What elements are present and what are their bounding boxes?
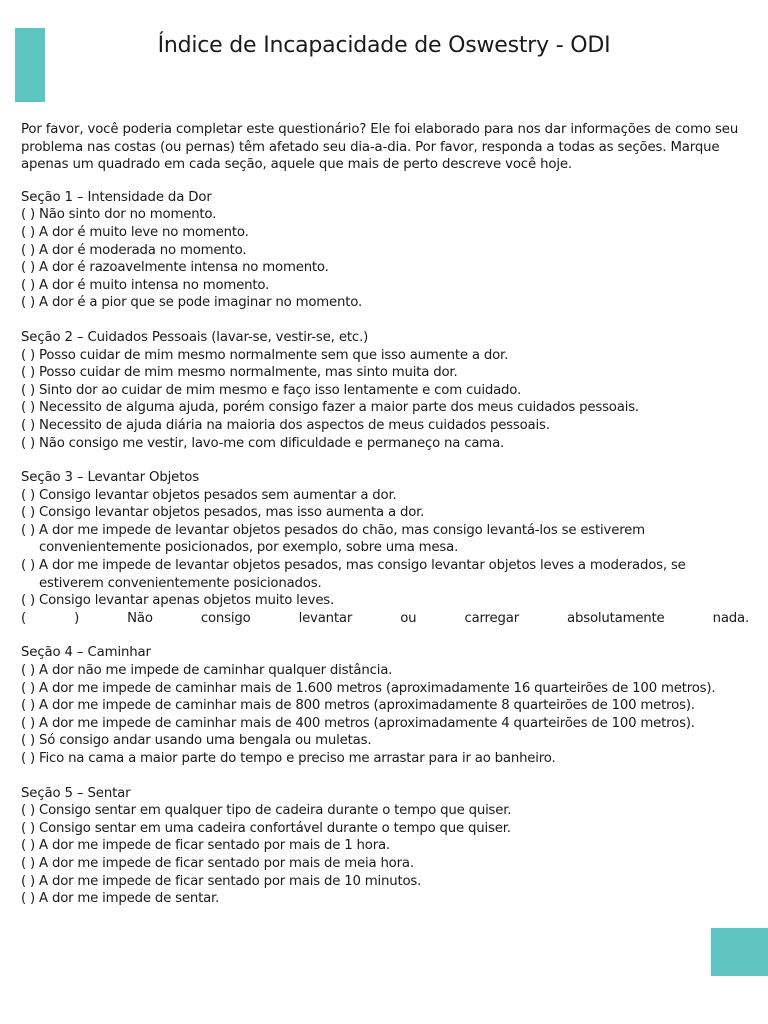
section-title: Seção 2 – Cuidados Pessoais (lavar-se, vestir-se, etc.): [21, 329, 369, 345]
option-item: ( ) A dor me impede de levantar objetos pesados, mas consigo levantar objetos leves a moderados, se estiverem convenientemente posicionados.: [21, 558, 686, 591]
option-item: ( ) Necessito de ajuda diária na maioria dos aspectos de meus cuidados pessoais.: [21, 417, 550, 433]
section-title: Seção 4 – Caminhar: [21, 645, 151, 661]
option-item: ( ) A dor me impede de caminhar mais de 1.600 metros (aproximadamente 16 quarteirões de 100 metros).: [21, 680, 716, 696]
option-item: ( ) A dor é a pior que se pode imaginar no momento.: [21, 295, 362, 311]
section-2: [21, 329, 749, 452]
page-title: Índice de Incapacidade de Oswestry - ODI: [157, 33, 611, 58]
section-title: Seção 3 – Levantar Objetos: [21, 470, 200, 486]
option-item: ( ) A dor é muito intensa no momento.: [21, 277, 270, 293]
option-item: ( ) Consigo sentar em uma cadeira confortável durante o tempo que quiser.: [21, 820, 511, 836]
option-item: ( ) Consigo levantar apenas objetos muito leves.: [21, 593, 335, 609]
document-body: [21, 121, 749, 925]
intro-paragraph: Por favor, você poderia completar este questionário? Ele foi elaborado para nos dar informações de como seu problema nas costas (ou pernas) têm afetado seu dia-a-dia. Por favor, responda a todas as seções. Marque apenas um quadrado em cada seção, aquele que mais de perto descreve você hoje.: [21, 122, 739, 173]
section-5: [21, 785, 749, 908]
option-item: ( ) A dor é moderada no momento.: [21, 242, 247, 258]
option-item: ( ) A dor não me impede de caminhar qualquer distância.: [21, 663, 393, 679]
section-title: Seção 1 – Intensidade da Dor: [21, 189, 212, 205]
section-4: [21, 644, 749, 767]
option-item: ( ) Consigo sentar em qualquer tipo de cadeira durante o tempo que quiser.: [21, 803, 512, 819]
option-item: ( ) Posso cuidar de mim mesmo normalmente sem que isso aumente a dor.: [21, 347, 509, 363]
section-title: Seção 5 – Sentar: [21, 785, 131, 801]
section-1: [21, 189, 749, 312]
option-item: ( ) A dor me impede de sentar.: [21, 891, 220, 907]
option-item: ( ) A dor me impede de caminhar mais de 800 metros (aproximadamente 8 quarteirões de 100 metros).: [21, 698, 695, 714]
option-item: ( ) Fico na cama a maior parte do tempo e preciso me arrastar para ir ao banheiro.: [21, 751, 556, 766]
option-item: ( ) Sinto dor ao cuidar de mim mesmo e faço isso lentamente e com cuidado.: [21, 382, 521, 398]
section-3: [21, 469, 749, 627]
option-item: ( ) Consigo levantar objetos pesados, mas isso aumenta a dor.: [21, 505, 425, 521]
option-item: ( ) A dor me impede de levantar objetos pesados do chão, mas consigo levantá-los se estiverem convenientemente posicionados, por exemplo, sobre uma mesa.: [21, 522, 645, 556]
option-item: ( ) A dor me impede de caminhar mais de 400 metros (aproximadamente 4 quarteirões de 100 metros).: [21, 715, 695, 731]
option-item: ( ) Não sinto dor no momento.: [21, 207, 217, 223]
option-item: ( ) A dor é razoavelmente intensa no momento.: [21, 260, 329, 276]
option-item: ( ) A dor é muito leve no momento.: [21, 224, 249, 240]
option-item: ( ) A dor me impede de ficar sentado por mais de meia hora.: [21, 855, 414, 871]
accent-bar-bottom: [711, 928, 768, 976]
option-item: ( ) Não consigo levantar ou carregar absolutamente nada.: [21, 610, 749, 626]
option-item: ( ) Consigo levantar objetos pesados sem aumentar a dor.: [21, 487, 397, 503]
option-item: ( ) Posso cuidar de mim mesmo normalmente, mas sinto muita dor.: [21, 365, 458, 381]
option-item: ( ) Só consigo andar usando uma bengala ou muletas.: [21, 733, 372, 749]
option-item: ( ) A dor me impede de ficar sentado por mais de 10 minutos.: [21, 873, 422, 889]
option-item: ( ) Necessito de alguma ajuda, porém consigo fazer a maior parte dos meus cuidados pessoais.: [21, 400, 639, 416]
option-item: ( ) A dor me impede de ficar sentado por mais de 1 hora.: [21, 838, 390, 854]
option-item: ( ) Não consigo me vestir, lavo-me com dificuldade e permaneço na cama.: [21, 435, 505, 451]
